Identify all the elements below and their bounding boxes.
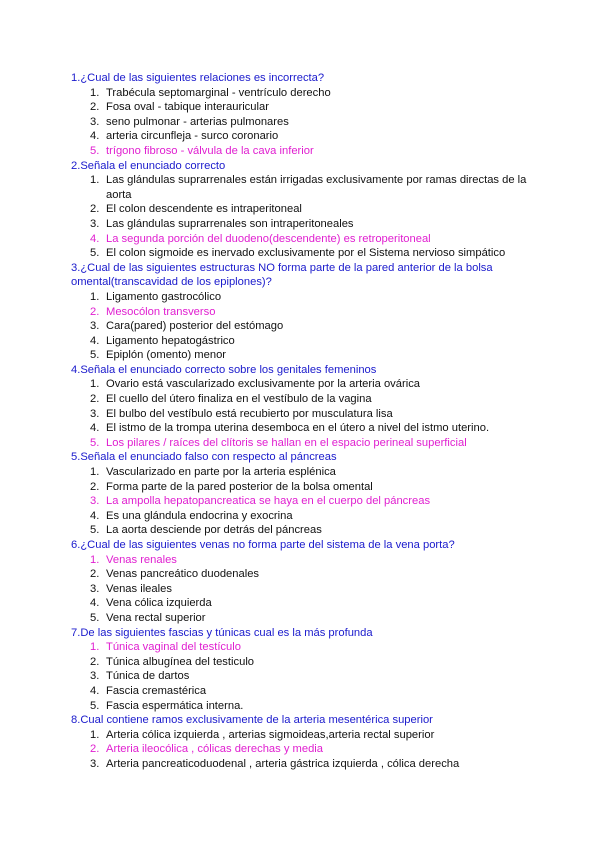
option-item	[71, 202, 531, 217]
option-number: 3.	[90, 582, 100, 595]
option-item	[71, 173, 531, 202]
option-item-highlighted	[71, 144, 531, 159]
option-item-highlighted	[71, 494, 531, 509]
question-list	[71, 71, 531, 772]
option-item	[71, 582, 531, 597]
option-number: 1.	[90, 290, 100, 303]
option-text: arteria circunfleja - surco coronario	[106, 130, 279, 143]
option-number: 4.	[90, 509, 100, 522]
option-number: 2.	[90, 655, 100, 668]
option-item	[71, 129, 531, 144]
option-text: Fosa oval - tabique interauricular	[106, 101, 269, 114]
option-text: Fascia espermática interna.	[106, 699, 244, 712]
option-item	[71, 348, 531, 363]
option-number: 4.	[90, 684, 100, 697]
option-list	[71, 290, 531, 363]
option-item	[71, 246, 531, 261]
option-text: Túnica vaginal del testículo	[106, 641, 241, 654]
option-number: 2.	[90, 393, 100, 406]
question-title: 5.Señala el enunciado falso con respecto al páncreas	[71, 451, 337, 464]
option-number: 5.	[90, 611, 100, 624]
option-number: 3.	[90, 495, 100, 508]
option-text: Mesocólon transverso	[106, 305, 216, 318]
option-text: Ligamento hepatogástrico	[106, 334, 235, 347]
option-text: Las glándulas suprarrenales son intraperitoneales	[106, 217, 354, 230]
option-item	[71, 334, 531, 349]
option-list	[71, 173, 531, 261]
option-item	[71, 684, 531, 699]
option-item	[71, 290, 531, 305]
option-number: 1.	[90, 86, 100, 99]
option-number: 2.	[90, 305, 100, 318]
option-text: Venas pancreático duodenales	[106, 568, 260, 581]
option-item	[71, 392, 531, 407]
option-number: 4.	[90, 334, 100, 347]
option-number: 4.	[90, 422, 100, 435]
option-number: 5.	[90, 144, 100, 157]
option-number: 2.	[90, 101, 100, 114]
option-number: 3.	[90, 115, 100, 128]
option-item	[71, 465, 531, 480]
option-item-highlighted	[71, 640, 531, 655]
option-text: Vascularizado en parte por la arteria esplénica	[106, 466, 336, 479]
option-list	[71, 553, 531, 626]
option-item	[71, 596, 531, 611]
option-text: El colon sigmoide es inervado exclusivamente por el Sistema nervioso simpático	[106, 247, 506, 260]
option-number: 2.	[90, 203, 100, 216]
option-item	[71, 728, 531, 743]
question-title: 7.De las siguientes fascias y túnicas cual es la más profunda	[71, 626, 373, 639]
question-title: 3.¿Cual de las siguientes estructuras NO forma parte de la pared anterior de la bolsa omental(transcavidad de los epiplones)?	[71, 261, 493, 289]
option-text: El colon descendente es intraperitoneal	[106, 203, 302, 216]
option-item-highlighted	[71, 232, 531, 247]
option-number: 2.	[90, 568, 100, 581]
option-number: 1.	[90, 466, 100, 479]
option-number: 3.	[90, 670, 100, 683]
option-text: Arteria cólica izquierda , arterias sigmoideas,arteria rectal superior	[106, 728, 435, 741]
option-text: trígono fibroso - válvula de la cava inferior	[106, 144, 314, 157]
option-text: Ligamento gastrocólico	[106, 290, 222, 303]
question-title: 8.Cual contiene ramos exclusivamente de la arteria mesentérica superior	[71, 714, 433, 727]
option-item-highlighted	[71, 305, 531, 320]
option-number: 2.	[90, 480, 100, 493]
option-item	[71, 377, 531, 392]
question-block	[71, 538, 531, 626]
option-number: 5.	[90, 247, 100, 260]
question-block	[71, 363, 531, 451]
option-list	[71, 377, 531, 450]
option-item-highlighted	[71, 742, 531, 757]
option-item	[71, 421, 531, 436]
option-text: Fascia cremastérica	[106, 684, 207, 697]
option-number: 5.	[90, 524, 100, 537]
option-item	[71, 480, 531, 495]
option-text: Los pilares / raíces del clítoris se hallan en el espacio perineal superficial	[106, 436, 467, 449]
question-block	[71, 71, 531, 159]
option-item	[71, 611, 531, 626]
option-item	[71, 757, 531, 772]
option-text: La aorta desciende por detrás del páncreas	[106, 524, 322, 537]
option-list	[71, 640, 531, 713]
question-title: 6.¿Cual de las siguientes venas no forma parte del sistema de la vena porta?	[71, 539, 455, 551]
option-item	[71, 407, 531, 422]
option-text: Es una glándula endocrina y exocrina	[106, 509, 293, 522]
option-text: El bulbo del vestíbulo está recubierto por musculatura lisa	[106, 407, 393, 420]
option-number: 1.	[90, 378, 100, 391]
option-item	[71, 86, 531, 101]
question-title: 2.Señala el enunciado correcto	[71, 159, 226, 172]
option-number: 1.	[90, 641, 100, 654]
question-block	[71, 713, 531, 771]
question-block	[71, 159, 531, 261]
option-text: Vena cólica izquierda	[106, 597, 212, 610]
option-text: Vena rectal superior	[106, 611, 206, 624]
option-text: Las glándulas suprarrenales están irrigadas exclusivamente por ramas directas de la aorta	[106, 174, 527, 201]
option-item	[71, 100, 531, 115]
option-item	[71, 115, 531, 130]
option-text: Túnica albugínea del testiculo	[106, 655, 255, 668]
option-number: 3.	[90, 320, 100, 333]
option-number: 5.	[90, 699, 100, 712]
option-number: 1.	[90, 553, 100, 566]
question-block	[71, 261, 531, 363]
option-item-highlighted	[71, 436, 531, 451]
option-text: La ampolla hepatopancreatica se haya en el cuerpo del páncreas	[106, 495, 431, 508]
question-block	[71, 450, 531, 538]
question-title: 1.¿Cual de las siguientes relaciones es incorrecta?	[71, 72, 325, 84]
option-list	[71, 728, 531, 772]
option-text: El istmo de la trompa uterina desemboca en el útero a nivel del istmo uterino.	[106, 422, 490, 435]
option-list	[71, 465, 531, 538]
option-number: 3.	[90, 217, 100, 230]
option-text: Venas renales	[106, 553, 177, 566]
option-item	[71, 523, 531, 538]
option-text: Forma parte de la pared posterior de la bolsa omental	[106, 480, 373, 493]
question-block	[71, 626, 531, 714]
option-text: Epiplón (omento) menor	[106, 349, 227, 362]
option-number: 3.	[90, 407, 100, 420]
option-text: Ovario está vascularizado exclusivamente por la arteria ovárica	[106, 378, 421, 391]
option-list	[71, 86, 531, 159]
option-text: Túnica de dartos	[106, 670, 190, 683]
option-item	[71, 509, 531, 524]
option-item	[71, 319, 531, 334]
option-item	[71, 669, 531, 684]
option-item	[71, 655, 531, 670]
option-text: Trabécula septomarginal - ventrículo derecho	[106, 86, 331, 99]
question-title: 4.Señala el enunciado correcto sobre los genitales femeninos	[71, 363, 377, 376]
option-text: Venas ileales	[106, 582, 172, 595]
option-item	[71, 699, 531, 714]
option-number: 1.	[90, 174, 100, 187]
option-number: 5.	[90, 436, 100, 449]
option-text: La segunda porción del duodeno(descendente) es retroperitoneal	[106, 232, 431, 245]
option-text: Cara(pared) posterior del estómago	[106, 320, 284, 333]
option-text: seno pulmonar - arterias pulmonares	[106, 115, 289, 128]
option-number: 4.	[90, 130, 100, 143]
option-number: 3.	[90, 757, 100, 770]
option-number: 1.	[90, 728, 100, 741]
option-number: 4.	[90, 597, 100, 610]
option-number: 5.	[90, 349, 100, 362]
option-number: 2.	[90, 743, 100, 756]
option-text: Arteria ileocólica , cólicas derechas y media	[106, 743, 324, 756]
option-item	[71, 217, 531, 232]
option-item	[71, 567, 531, 582]
option-item-highlighted	[71, 553, 531, 568]
option-number: 4.	[90, 232, 100, 245]
option-text: Arteria pancreaticoduodenal , arteria gástrica izquierda , cólica derecha	[106, 757, 460, 770]
option-text: El cuello del útero finaliza en el vestíbulo de la vagina	[106, 393, 372, 406]
